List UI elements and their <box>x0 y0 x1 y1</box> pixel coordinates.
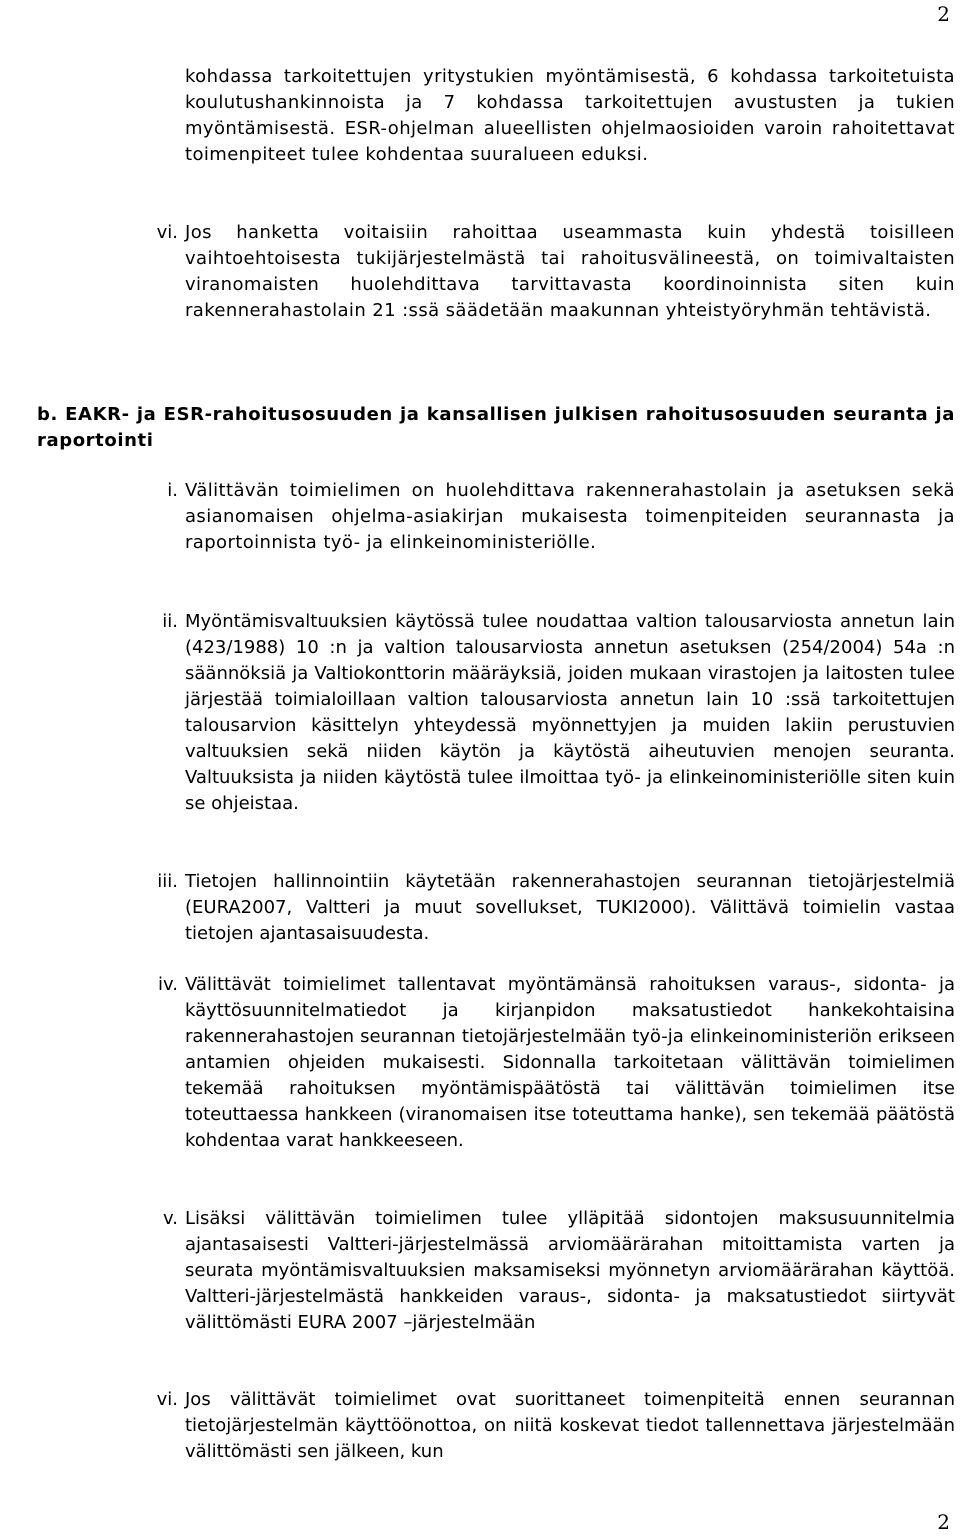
page-number-top: 2 <box>937 2 950 26</box>
item-text: Välittävän toimielimen on huolehdittava rakennerahastolain ja asetuksen sekä asianomaisen ohjelma-asiakirjan mukaisesta toimenpiteiden seurannasta ja raportoinnista työ- ja elinkeinoministeriölle. <box>185 480 955 553</box>
item-text: Lisäksi välittävän toimielimen tulee ylläpitää sidontojen maksusuunnitelmia ajantasaisesti Valtteri-järjestelmässä arviomäärärahan mitoittamista varten ja seurata myöntämisvaltuuksien maksamiseksi myönnetyn arviomäärärahan käyttöä. Valtteri-järjestelmästä hankkeiden varaus-, sidonta- ja maksatustiedot siirtyvät välittömästi EURA 2007 –järjestelmään <box>185 1208 955 1333</box>
item-label: v. <box>163 1208 178 1229</box>
item-label: ii. <box>162 611 178 632</box>
page-number-bottom: 2 <box>937 1510 950 1534</box>
item-label: vi. <box>156 1389 178 1410</box>
item-label: vi. <box>156 222 178 243</box>
item-text: Jos välittävät toimielimet ovat suorittaneet toimenpiteitä ennen seurannan tietojärjestelmän käyttöönottoa, on niitä koskevat tiedot tallennettava järjestelmään välittömästi sen jälkeen, kun <box>185 1389 955 1462</box>
item-text: Tietojen hallinnointiin käytetään rakennerahastojen seurannan tietojärjestelmiä (EURA2007, Valtteri ja muut sovellukset, TUKI2000). Välittävä toimielin vastaa tietojen ajantasaisuudesta. <box>185 871 955 944</box>
item-text: Jos hanketta voitaisiin rahoittaa useammasta kuin yhdestä toisilleen vaihtoehtoisesta tukijärjestelmästä tai rahoitusvälineestä, on toimivaltaisten viranomaisten huolehdittava tarvittavasta koordinoinnista siten kuin rakennerahastolain 21 :ssä säädetään maakunnan yhteistyöryhmän tehtävistä. <box>185 222 955 321</box>
intro-paragraph: kohdassa tarkoitettujen yritystukien myöntämisestä, 6 kohdassa tarkoitetuista koulutushankinnoista ja 7 kohdassa tarkoitettujen avustusten ja tukien myöntämisestä. ESR-ohjelman alueellisten ohjelmaosioiden varoin rahoitettavat toimenpiteet tulee kohdentaa suuralueen eduksi. <box>185 66 955 165</box>
item-label: iv. <box>158 974 178 995</box>
item-label: iii. <box>157 871 178 892</box>
item-text: Myöntämisvaltuuksien käytössä tulee noudattaa valtion talousarviosta annetun lain (423/1988) 10 :n ja valtion talousarviosta annetun asetuksen (254/2004) 54a :n säännöksiä ja Valtiokonttorin määräyksiä, joiden mukaan virastojen ja laitosten tulee järjestää toimialoillaan valtion talousarviosta annetun lain 10 :ssä tarkoitettujen talousarvion käsittelyn yhteydessä myönnettyjen ja muiden lakiin perustuvien valtuuksien sekä niiden käytön ja käytöstä aiheutuvien menojen seuranta. Valtuuksista ja niiden käytöstä tulee ilmoittaa työ- ja elinkeinoministeriölle siten kuin se ohjeistaa. <box>185 611 955 814</box>
section-b-heading: b. EAKR- ja ESR-rahoitusosuuden ja kansallisen julkisen rahoitusosuuden seuranta ja raportointi <box>37 404 955 451</box>
item-label: i. <box>167 480 178 501</box>
item-text: Välittävät toimielimet tallentavat myöntämänsä rahoituksen varaus-, sidonta- ja käyttösuunnitelmatiedot ja kirjanpidon maksatustiedot hankekohtaisina rakennerahastojen seurannan tietojärjestelmään työ-ja elinkeinoministeriön erikseen antamien ohjeiden mukaisesti. Sidonnalla tarkoitetaan välittävän toimielimen tekemää rahoituksen myöntämispäätöstä tai välittävän toimielimen itse toteuttaessa hankkeen (viranomaisen itse toteuttama hanke), sen tekemää päätöstä kohdentaa varat hankkeeseen. <box>185 974 955 1151</box>
